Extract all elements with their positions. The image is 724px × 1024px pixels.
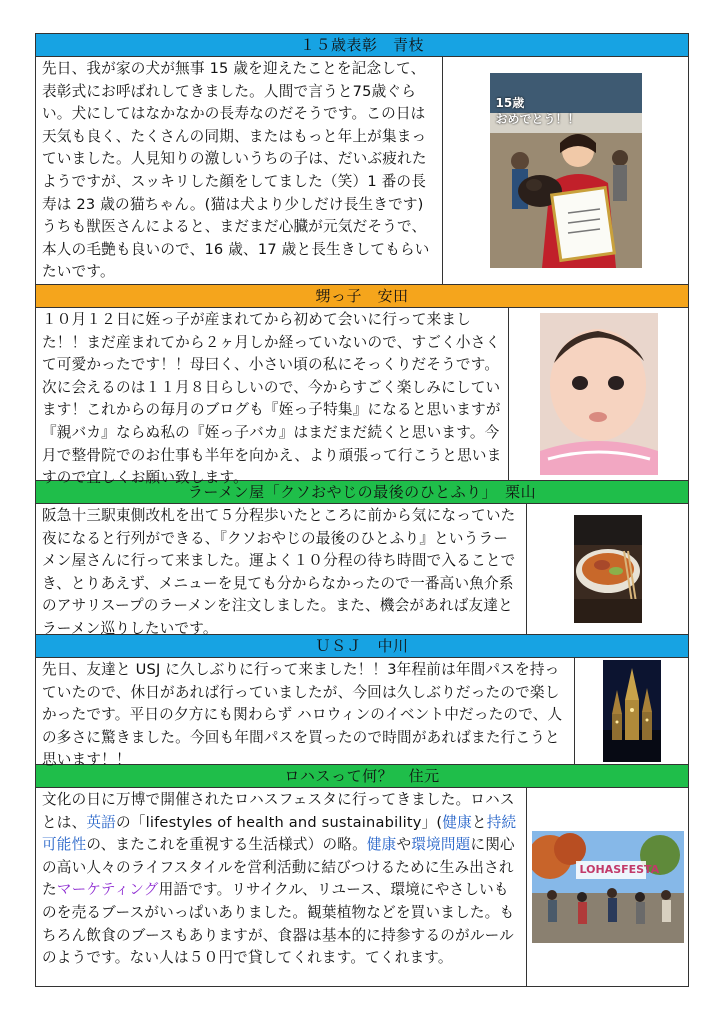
dog-award-photo: [490, 73, 642, 268]
section-body: １０月１２日に姪っ子が産まれてから初めて会いに行って来ました！！まだ産まれてから２ヶ月しか経っていないので、すごく小さくて可愛かったです！！母曰く、小さい頃の私にそっくりだそうです。次に会えるのは１１月８日らしいので、今からすごく楽しみにしています！これからの毎月のブログも『姪っ子特集』になると思いますが『親バカ』ならぬ私の『姪っ子バカ』はまだまだ続くと思います。今月で整骨院でのお仕事も半年を向かえ、より頑張って行こうと思いますので宜しくお願い致します。: [42, 311, 502, 487]
baby-photo: [540, 313, 658, 475]
section-title: ロハスって何？ 住元: [36, 765, 688, 788]
section-sumimoto: [35, 765, 689, 987]
newsletter-page: [35, 33, 689, 987]
text-run: 用語です。リサイクル、リユース、環境にやさしいものを売るブースがいっぱいありました。観葉植物などを買いました。もちろん飲食のブースもありますが、食器は基本的に持参するのがルールのようです。ない人は５０円で貸してくれます。てくれます。: [42, 881, 515, 967]
section-title: ラーメン屋「クソおやじの最後のひとふり」 栗山: [36, 481, 688, 504]
link-jizoku-kanousei[interactable]: 持続可能性: [42, 813, 517, 854]
section-yasuda: [35, 285, 689, 487]
section-body: 先日、友達と USJ に久しぶりに行って来ました！！3年程前は年間パスを持っていたので、休日があれば行っていましたが、今回は久しぶりだったので楽しかったです。平日の夕方にも関わらず ハロウィンのイベント中だったので、人の多さに驚きました。今回も年間パスを買ったので時間があればまた行こうと思います！！: [42, 661, 563, 769]
section-body: 先日、我が家の犬が無事 15 歳を迎えたことを記念して、表彰式にお呼ばれしてきました。人間で言うと75歳ぐらい。犬にしてはなかなかの長寿なのだそうです。この日は天気も良く、たくさんの同期、またはもっと年上が集まっていました。人見知りの激しいうちの子は、だいぶ疲れたようですが、スッキリした顔をしてました（笑）1 番の長寿は 23 歳の猫ちゃん。(猫は犬より少しだけ長生きです)うちも獣医さんによると、まだまだ心臓が元気だそうで、本人の毛艶も良いので、16 歳、17 歳と長生きしてもらいたいです。: [42, 60, 430, 281]
text-run: や: [396, 836, 412, 854]
section-title: １５歳表彰 青枝: [36, 34, 688, 57]
usj-castle-photo: [603, 660, 661, 762]
photo-cell: [526, 788, 688, 986]
text-run: の、またこれを重視する生活様式）の略。: [86, 836, 367, 854]
link-kenkou[interactable]: 健康: [442, 813, 472, 831]
photo-caption: 15歳 おめでとう！！: [495, 96, 580, 126]
photo-cell: [526, 504, 688, 634]
text-run: に関心の高い人々のライフスタイルを営利活動に結びつけるために生み出された: [42, 836, 515, 899]
section-body: [36, 788, 526, 986]
link-kenkou-2[interactable]: 健康: [366, 836, 397, 854]
photo-caption: LOHASFESTA: [579, 863, 660, 876]
photo-cell: [508, 308, 688, 480]
section-nakagawa: [35, 635, 689, 769]
section-aoeda: [35, 33, 689, 285]
section-body: 阪急十三駅東側改札を出て５分程歩いたところに前から気になっていた夜になると行列ができる、『クソおやじの最後のひとふり』というラーメン屋さんに行って来ました。運よく１０分程の待ち時間で入ることでき、とりあえず、メニューを見ても分からなかったので一番高い魚介系のアサリスープのラーメンを注文しました。また、機会があれば友達とラーメン巡りしたいです。: [42, 507, 516, 637]
ramen-photo: [574, 515, 642, 623]
photo-cell: [574, 658, 688, 764]
section-kuriyama: [35, 481, 689, 635]
lohas-festa-photo: [532, 831, 684, 943]
text-run: と: [471, 813, 487, 831]
link-eigo[interactable]: 英語: [86, 813, 116, 831]
photo-cell: [442, 57, 688, 284]
text-run: 文化の日に万博で開催されたロハスフェスタに行ってきました。ロハスとは、: [42, 791, 515, 831]
section-title: 甥っ子 安田: [36, 285, 688, 308]
text-run: の「lifestyles of health and sustainability」(: [115, 813, 443, 831]
link-kankyou-mondai[interactable]: 環境問題: [411, 836, 471, 854]
link-marketing[interactable]: マーケティング: [56, 881, 159, 899]
section-title: ＵＳＪ 中川: [36, 635, 688, 658]
